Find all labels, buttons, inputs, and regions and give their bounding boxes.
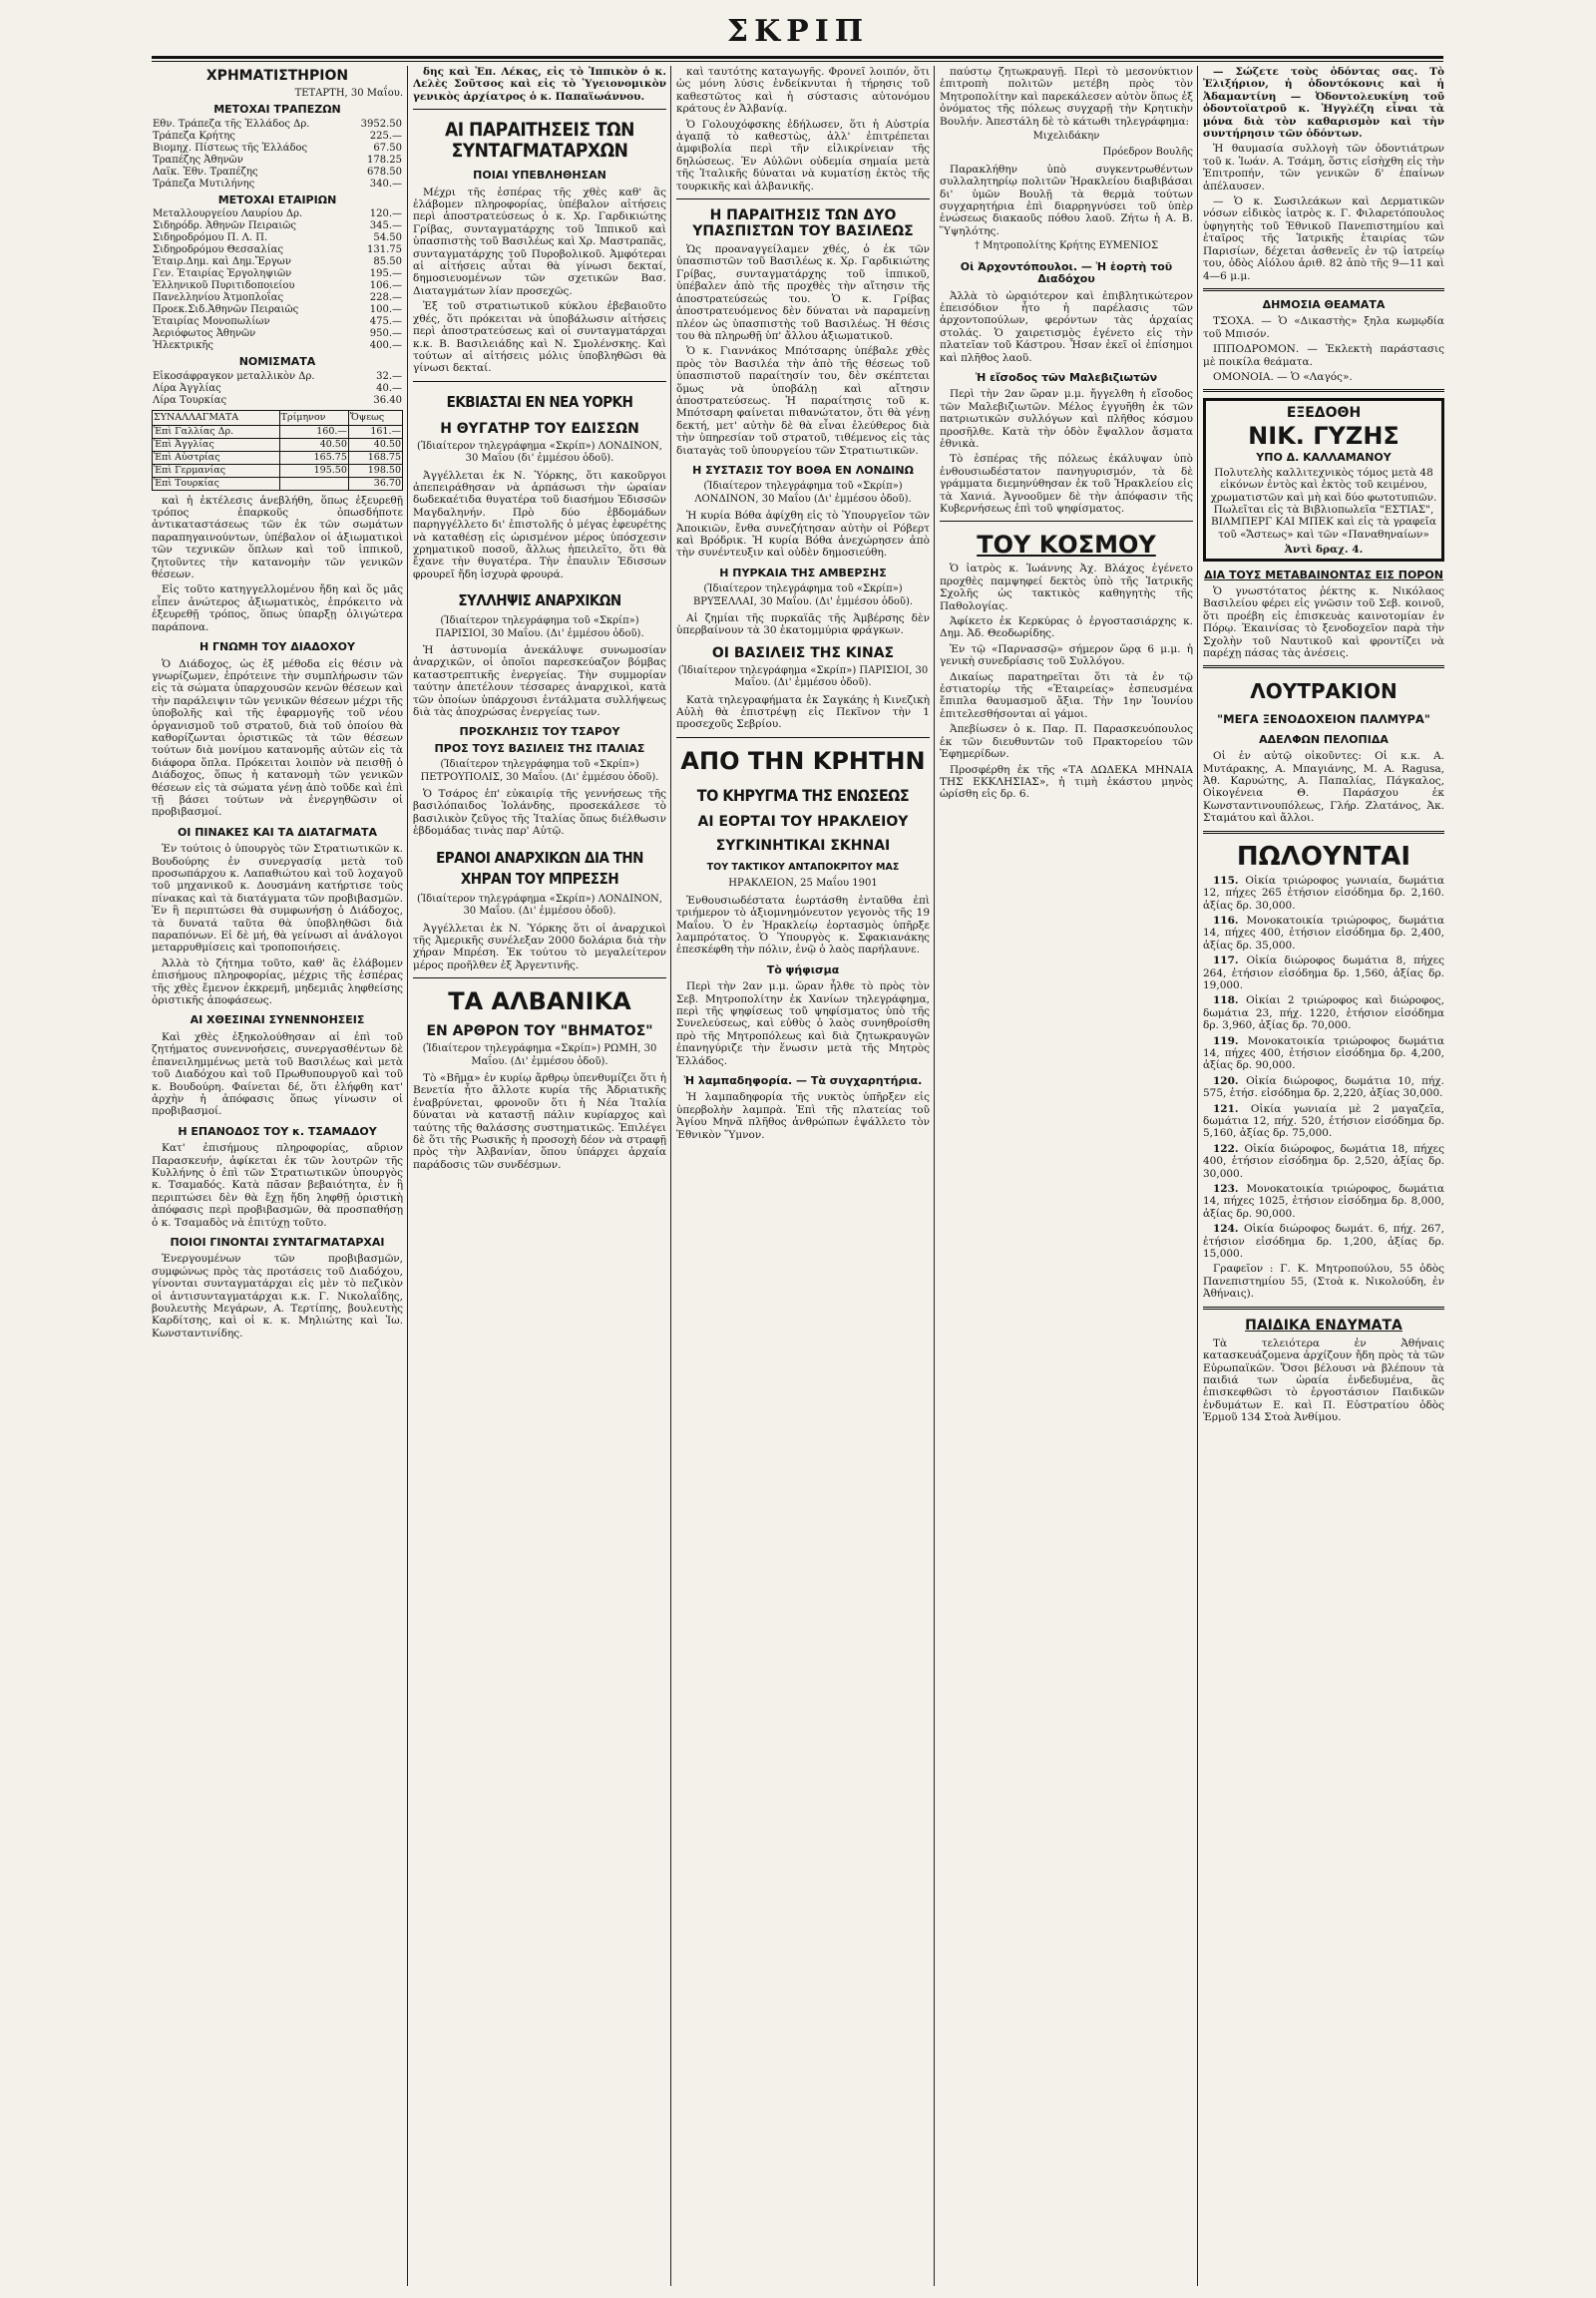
list-item — [1203, 1035, 1444, 1072]
row-label: Βιομηχ. Πίστεως τῆς Ἑλλάδος — [153, 142, 308, 154]
masthead — [0, 14, 1596, 49]
banks-table — [152, 119, 403, 191]
column-divider — [934, 66, 935, 2286]
masthead-rule — [152, 56, 1443, 59]
table-row — [152, 143, 403, 155]
paragraph: Ὁ Διάδοχος, ὡς ἐξ μέθοδα εἰς θέσιν νὰ γνωρίζωμεν, ἐπρότεινε τὴν συμπλήρωσιν τῶν εἰς τὰ σώματα ὑπαρχουσῶν κενῶν θέσεων καὶ τὴν παράλειψιν τῶν γενικῶν θέσεων μέχρι τῆς ὑποβολῆς καὶ τῆς ἐφαρμογῆς τοῦ νέου ὀργανισμοῦ τοῦ στρατοῦ, διὰ τοῦ ὁποίου θὰ καθορίζωνται ὁριστικῶς τὰ τῶν θέσεων τούτων διὰ μονίμου κατανομῆς αὐτῶν εἰς τὰ διάφορα ὅπλα. Πρόκειται λοιπὸν νὰ πεισθῇ ὁ Διάδοχος, ὅπως ἡ κατανομὴ τῶν γενικῶν θέσεων εἰς τὰ σώματα γένῃ ἀπὸ τοῦδε καὶ ἐπὶ τῇ βάσει τούτων νὰ ἐνεργηθῶσιν οἱ προβιβασμοί. — [152, 657, 403, 819]
paragraph: παύστῳ ζητωκραυγῇ. Περὶ τὸ μεσονύκτιον ἐπιτροπὴ πολιτῶν μετέβη πρὸς τὸν Μητροπολίτην καὶ παρεκάλεσεν αὐτὸν ὅπως ἐξ ὀνόματος τῆς πόλεως συγχαρῇ τὴν Κρητικὴν Βουλήν. Ἀπεστάλη δὲ τὸ κάτωθι τηλεγράφημα: — [940, 66, 1193, 128]
paragraph: — Σώζετε τοὺς ὀδόντας σας. Τὸ Ἐλιξήριον, ἡ ὀδοντόκονις καὶ ἡ Ἀδαμαντίνη — Ὀδοντολευκίνη τοῦ ὀδοντοϊατροῦ κ. Ἠγγλέζη εἶναι τὰ μόνα διὰ τὸν καθαρισμὸν καὶ τὴν συντήρησιν τῶν ὀδόντων. — [1203, 66, 1444, 141]
headline: ΠΟΙΟΙ ΓΙΝΟΝΤΑΙ ΣΥΝΤΑΓΜΑΤΑΡΧΑΙ — [170, 1235, 385, 1249]
headline: ΑΙ ΠΑΡΑΙΤΗΣΕΙΣ ΤΩΝ ΣΥΝΤΑΓΜΑΤΑΡΧΩΝ — [445, 119, 634, 163]
fx-cell: 195.50 — [279, 464, 348, 477]
paragraph: Ἡ θαυμασία συλλογὴ τῶν ὀδοντιάτρων τοῦ κ. Ἰωάν. Α. Τσάμη, ὅστις εἰσὴχθη εἰς τὴν Ἐπιτροπήν, τῶν γενικῶν δ' ἐπαίνων ἀπέλαυσεν. — [1203, 143, 1444, 192]
table-row — [152, 316, 403, 328]
table-row — [152, 395, 403, 407]
row-label: Εἰκοσάφραγκον μεταλλικὸν Δρ. — [153, 370, 315, 382]
list-item — [1203, 994, 1444, 1031]
office-address: Γραφεῖον : Γ. Κ. Μητροπούλου, 55 ὁδὸς Πανεπιστημίου 55, (Στοὰ κ. Νικολούδη, ἐν Ἀθήναις). — [1203, 1263, 1444, 1301]
row-label: Εθν. Τράπεζα τῆς Ἑλλάδος Δρ. — [153, 118, 310, 130]
paragraph: Ἡ ἀστυνομία ἀνεκάλυψε συνωμοσίαν ἀναρχικῶν, οἱ ὁποῖοι παρεσκεύαζον βόμβας καταστρεπτικῆς ἐνεργείας. Τὴν συμμορίαν ταύτην ἀπετέλουν τέσσαρες ἀναρχικοὶ, κατὰ τῶν ὁποίων ὑπάρχουσι ἐντάλματα συλλήψεως διὰ τὰς ἀποχρώσας ἐνεργείας των. — [413, 644, 666, 719]
paragraph: καὶ ταυτότης καταγωγῆς. Φρονεῖ λοιπόν, ὅτι ὡς μόνη λύσις ἐνδείκνυται ἡ τήρησις τοῦ καθεστῶτος καὶ ἡ σύστασις αὐτονόμου κράτους ἐν Ἀλβανίᾳ. — [676, 66, 930, 116]
paragraph: Περὶ τὴν 2αν ὥραν μ.μ. ἤγγελθη ἡ εἴσοδος τῶν Μαλεβιζιωτῶν. Μέλος ἐγγυῆθη ἐκ τῶν πατριωτικῶν συλλόγων καὶ πλῆθος κόσμου προσῆλθε. Κατὰ τὴν ὀδὸν ἔψαλλον ἄσματα ἐθνικὰ. — [940, 388, 1193, 450]
table-row — [152, 232, 403, 244]
row-value: 85.50 — [373, 256, 402, 268]
paragraph: δης καὶ Ἐπ. Λέκας, εἰς τὸ Ἱππικὸν ὁ κ. Λελὲς Σοῦτσος καὶ εἰς τὸ Ὑγειονομικὸν γενικὸς ἀρχίατρος ὁ κ. Παπαϊωάννου. — [413, 66, 666, 103]
row-label: Λίρα Ἀγγλίας — [153, 382, 221, 394]
section-title: Τὸ ψήφισμα — [766, 962, 840, 976]
paragraph: Ὁ γνωστότατος ῥέκτης κ. Νικόλαος Βασιλείου φέρει εἰς γνῶσιν τοῦ Σεβ. κοινοῦ, ὅτι προέβη εἰς ἐπισκευὰς καινοτομίαν ἐν Πόρῳ. Ἐκαινίσας τὸ ξενοδοχεῖον παρὰ τὴν Σχολὴν τοῦ Ναυτικοῦ καὶ φροντίζει νὰ παρέχῃ πάσας τὰς ἀνέσεις. — [1203, 585, 1444, 660]
paragraph: Ἀλλὰ τὸ ζήτημα τοῦτο, καθ' ἃς ἐλάβομεν ἐπισήμους πληροφορίας, μέχρις τῆς ἑσπέρας τῆς χθὲς ἔμενον ἐκκρεμῆ, μηδεμιᾶς ληφθείσης ὁριστικῆς ἀποφάσεως. — [152, 957, 403, 1007]
fx-cell: Ἐπὶ Τουρκίας — [153, 477, 280, 490]
headline: Η ΠΥΡΚΑΙΑ ΤΗΣ ΑΜΒΕΡΣΗΣ — [719, 566, 887, 579]
column-divider — [1197, 66, 1198, 2286]
fx-header: Ὄψεως — [348, 410, 402, 425]
row-value: 195.— — [369, 268, 402, 280]
column-2 — [413, 66, 666, 2286]
row-value: 36.40 — [373, 394, 402, 406]
fx-cell: 165.75 — [279, 451, 348, 464]
listing-text: Οἰκία διώροφος δωμάτ. 6, πήχ. 267, ἐτήσιον εἰσόδημα δρ. 1,200, ἀξίας δρ. 15,000. — [1203, 1223, 1444, 1261]
row-value: 67.50 — [373, 142, 402, 154]
divider — [1203, 288, 1444, 291]
fx-table — [152, 410, 403, 491]
dateline: (Ἰδιαίτερον τηλεγράφημα «Σκρίπ») ΛΟΝΔΙΝΟΝ, 30 Μαΐου (δι' ἐμμέσου ὁδοῦ). — [417, 440, 662, 465]
subheadline: ΤΟ ΚΗΡΥΓΜΑ ΤΗΣ ΕΝΩΣΕΩΣ — [696, 785, 910, 805]
paragraph: Ἐν τῷ «Παρνασσῷ» σήμερον ὥρᾳ 6 μ.μ. ἡ γενικὴ συνεδρίασις τοῦ Συλλόγου. — [940, 642, 1193, 668]
table-row — [153, 451, 403, 464]
paragraph: Ἐνθουσιωδέστατα ἑωρτάσθη ἐνταῦθα ἐπὶ τριήμερον τὸ ἀξιομνημόνευτον γεγονὸς τῆς 19 Μαΐου. Ὁ ἐν Ἡρακλείῳ ἐορτασμὸς ὑπῆρξε λαμπρότατος. Ὁ Ὑπουργὸς κ. Σφακιανάκης ἐπεσκέφθη τὴν πόλιν, ἐνῷ ὁ λαὸς παρήλαυνε. — [676, 894, 930, 957]
divider — [413, 977, 666, 978]
row-label: Πανελληνίου Ἀτμοπλοΐας — [153, 292, 284, 304]
listing-text: Μονοκατοικία τριώροφος δωμάτια 14, πήχες 400, ἐτήσιον εἰσόδημα δρ. 4,200, ἀξίας δρ. 90,000. — [1203, 1034, 1444, 1072]
theater-listing: ΙΠΠΟΔΡΟΜΟΝ. — Ἐκλεκτὴ παράστασις μὲ ποικίλα θεάματα. — [1203, 343, 1444, 368]
row-value: 228.— — [369, 292, 402, 304]
byline: ΤΟΥ ΤΑΚΤΙΚΟΥ ΑΝΤΑΠΟΚΡΙΤΟΥ ΜΑΣ — [706, 861, 900, 873]
table-row — [152, 268, 403, 280]
masthead-title: ΣΚΡΙΠ — [726, 14, 870, 49]
table-row — [152, 220, 403, 232]
headline: ΟΙ ΒΑΣΙΛΕΙΣ ΤΗΣ ΚΙΝΑΣ — [711, 644, 895, 661]
section-title: Ἡ λαμπαδηφορία. — Τὰ συγχαρητήρια. — [683, 1073, 923, 1087]
paragraph: Καὶ χθὲς ἐξηκολούθησαν αἱ ἐπὶ τοῦ ζητήματος συνεννοήσεις, συνεργασθέντων δὲ ἐπανειλημμένως μετὰ τοῦ Βασιλέως καὶ μετὰ τοῦ Διαδόχου καὶ τοῦ Πρωθυπουργοῦ καὶ τοῦ κ. Βουδούρη. Φαίνεται δέ, ὅτι ἐλήφθη κατ' ἀρχὴν ἡ ἀπόφασις ὅπως γίνωσιν οἱ προβιβασμοί. — [152, 1030, 403, 1118]
dateline: ΗΡΑΚΛΕΙΟΝ, 25 Μαΐου 1901 — [728, 878, 878, 890]
row-label: Λαϊκ. Ἐθν. Τραπέζης — [153, 166, 258, 178]
divider — [940, 521, 1193, 522]
headline: ΔΙΑ ΤΟΥΣ ΜΕΤΑΒΑΙΝΟΝΤΑΣ ΕΙΣ ΠΟΡΟΝ — [1204, 568, 1443, 581]
paragraph: Ἐν τούτοις ὁ ὑπουργὸς τῶν Στρατιωτικῶν κ. Βουδούρης ἐν συνεργασίᾳ μετὰ τοῦ προσωπάρχου κ. Λαπαθιώτου καὶ τοῦ λοχαγοῦ τοῦ μηχανικοῦ κ. Δουσμάνη κατήρτισε τοὺς πίνακας καὶ τὰ διατάγματα τῶν προβιβασμῶν. Ἐν ἣ περιπτώσει θὰ συμφωνήσῃ ὁ Διάδοχος, τὰ δυνατά ταῦτα θὰ ὑποβληθῶσι διὰ παραπόνων. Εἰ δὲ μή, θὰ γείνωσι αἱ ἀνάλογοι μεταρρυθμίσεις καὶ τροποποιήσεις. — [152, 843, 403, 955]
row-value: 40.— — [376, 382, 402, 394]
page-columns — [152, 66, 1444, 2286]
table-row — [152, 244, 403, 256]
dateline: (Ἰδιαίτερον τηλεγράφημα τοῦ «Σκρίπ») ΠΑΡΙΣΙΟΙ, 30 Μαΐου. (Δι' ἐμμέσου ὁδοῦ). — [435, 615, 644, 639]
row-value: 54.50 — [373, 232, 402, 244]
listing-text: Μονοκατοικία τριώροφος, δωμάτια 14, πήχες 1025, ἐτήσιον εἰσόδημα δρ. 8,000, ἀξίας δρ. 90,000. — [1203, 1183, 1444, 1220]
list-item — [1203, 1223, 1444, 1260]
headline: ΠΑΙΔΙΚΑ ΕΝΔΥΜΑΤΑ — [1245, 1317, 1402, 1334]
dateline: (Ἰδιαίτερον τηλεγράφημα τοῦ «Σκρίπ») ΛΟΝΔΙΝΟΝ, 30 Μαΐου (Δι' ἐμμέσου ὁδοῦ). — [694, 481, 912, 505]
row-label: Σιδηρόδρ. Ἀθηνῶν Πειραιῶς — [153, 220, 297, 232]
divider — [413, 381, 666, 382]
table-row — [153, 464, 403, 477]
row-value: 100.— — [369, 304, 402, 316]
row-value: 950.— — [369, 328, 402, 340]
paragraph: Κατ' ἐπισήμους πληροφορίας, αὔριον Παρασκευήν, ἀφίκεται ἐκ τῶν λουτρῶν τῆς Κυλλήνης ὁ ἐπὶ τῶν Στρατιωτικῶν ὑπουργὸς κ. Τσαμαδός. Κατὰ πᾶσαν βεβαιότητα, ἐν ἣ περιπτώσει δὲν θὰ ἔχῃ ἤδη ληφθῇ ὁριστικὴ ἀπόφασις περὶ προβιβασμῶν, θὰ προσπαθήσῃ ὁ κ. Τσαμαδὸς νὰ ἐπιτύχῃ τοῦτο. — [152, 1142, 403, 1229]
paragraph: καὶ ἡ ἐκτέλεσις ἀνεβλήθη, ὅπως ἐξευρεθῇ τρόπος ἐπαρκοῦς ὁπωσδήποτε ἀντικαταστάσεως τῶν ἐκ τῶν σωμάτων παραπηγαινούντων, ὑπέβαλον οἱ ἀξιωματικοὶ τῶν τεχνικῶν ὅπλων καὶ τοῦ ἱππικοῦ, ζητοῦντες τὴν κατανομὴν τῶν γενικῶν θέσεων. — [152, 494, 403, 581]
row-label: Ἀεριόφωτος Ἀθηνῶν — [153, 328, 256, 340]
subheadline: "ΜΕΓΑ ΞΕΝΟΔΟΧΕΙΟΝ ΠΑΛΜΥΡΑ" — [1217, 712, 1430, 727]
fx-cell: Ἐπὶ Αὐστρίας — [153, 451, 280, 464]
headline: ΕΚΒΙΑΣΤΑΙ ΕΝ ΝΕΑ ΥΟΡΚΗ — [446, 392, 633, 411]
row-value: 340.— — [369, 178, 402, 190]
section-title: Οἱ Ἀρχοντόπουλοι. — Ἡ ἑορτὴ τοῦ Διαδόχου — [960, 259, 1173, 286]
paragraph: Ἡ κυρία Βόθα ἀφίχθη εἰς τὸ Ὑπουργεῖον τῶν Ἀποικιῶν, ἔνθα συνεζήτησαν αὐτὴν οἱ Ρόβερτ καὶ Βρόδρικ. Ἡ κυρία Βόθα ἀνεχώρησεν ἀπὸ τὴν συνέντευξιν καὶ οὐδὲν δημοσιεύθη. — [676, 510, 930, 560]
list-item — [1203, 1143, 1444, 1180]
list-item — [1203, 915, 1444, 952]
fx-cell: 160.— — [279, 425, 348, 438]
listing-text: Οἰκία γωνιαία μὲ 2 μαγαζεῖα, δωμάτια 12, πήχ. 520, ἐτήσιον εἰσόδημα δρ. 5,160, ἀξίας δρ. 75,000. — [1203, 1102, 1444, 1140]
table-row — [152, 383, 403, 395]
subheadline: ΕΝ ΑΡΘΡΟΝ ΤΟΥ "ΒΗΜΑΤΟΣ" — [426, 1023, 653, 1040]
table-row — [152, 119, 403, 131]
table-row — [152, 292, 403, 304]
table-row — [152, 256, 403, 268]
banks-title: ΜΕΤΟΧΑΙ ΤΡΑΠΕΖΩΝ — [213, 103, 341, 117]
paragraph: — Ὁ κ. Σωσιλεάκων καὶ Δερματικῶν νόσων εἰδικὸς ἰατρὸς κ. Γ. Φιλαρετόπουλος ὑφηγητὴς τοῦ Ἐθνικοῦ Πανεπιστημίου καὶ ἑταῖρος τῆς Ἰατρικῆς ἑταιρίας τῶν Παρισίων, δέχεται ἀσθενεῖς ἐν τῷ ἰατρείῳ του, ὁδὸς Αἰόλου ἀριθ. 82 ἀπὸ τῆς 9—11 καὶ 4—6 μ.μ. — [1203, 195, 1444, 282]
column-4 — [940, 66, 1193, 2286]
divider — [676, 198, 930, 199]
table-row — [152, 371, 403, 383]
ad-author: ΥΠΟ Δ. ΚΑΛΛΑΜΑΝΟΥ — [1256, 451, 1392, 465]
ad-price: Ἀντὶ δραχ. 4. — [1284, 544, 1364, 557]
book-advertisement — [1203, 398, 1444, 561]
currency-title: ΝΟΜΙΣΜΑΤΑ — [238, 355, 316, 369]
row-value: 3952.50 — [360, 118, 402, 130]
paragraph: Ὡς προαναγγείλαμεν χθές, ὁ ἐκ τῶν ὑπασπιστῶν τοῦ Βασιλέως κ. Χρ. Γαρδικιώτης Γρίβας, συνταγματάρχης τοῦ ἱππικοῦ, ὑπέβαλεν ἀπὸ τῆς προχθὲς τὴν αἴτησιν τῆς ἀποστρατεύσεώς του. Ὁ κ. Γρίβας ἀποστρατευόμενος δὲν δύναται νὰ παραμείνῃ πλέον ὡς ὑπασπιστὴς τοῦ Βασιλέως. Ἡ θέσις του θὰ πληρωθῇ ὑπ' ἄλλου ἀξιωματικοῦ. — [676, 243, 930, 342]
row-label: Τράπεζα Μυτιλήνης — [153, 178, 255, 190]
listing-number: 117. — [1213, 955, 1247, 967]
row-value: 345.— — [369, 220, 402, 232]
paragraph: Κατὰ τηλεγραφήματα ἐκ Σαγκάης ἡ Κινεζικὴ Αὐλὴ θὰ ἐπιστρέψῃ εἰς Πεκῖνον τὴν 1 προσεχοῦς Σεβρίου. — [676, 693, 930, 731]
table-row — [152, 208, 403, 220]
fx-cell: Ἐπὶ Ἀγγλίας — [153, 438, 280, 451]
subheadline: ΠΡΟΣ ΤΟΥΣ ΒΑΣΙΛΕΙΣ ΤΗΣ ΙΤΑΛΙΑΣ — [434, 741, 645, 755]
paragraph: Ἀγγέλλεται ἐκ Ν. Ὑόρκης, ὅτι κακοῦργοι ἀπεπειράθησαν νὰ ἁρπάσωσι τὴν ὡραίαν δωδεκαέτιδα θυγατέρα τοῦ διασήμου Ἐδισσῶν Μαγδαληνήν. Πρὸ δύο ἑβδομάδων παρηγγέλλετο δι' ἐπιστολῆς ὁ μέγας ἐφευρέτης νὰ καταθέσῃ εἰς ὡρισμένον μέρος ὑπόσχεσιν χρηματικοῦ ποσοῦ, ἄλλως ἠπειλεῖτο, ὅτι θὰ ἔχανε τὴν θυγατέρα. Τὴν ἐπαυλιν Ἐδισσων φρουρεῖ ἤδη ἰσχυρὰ φρουρά. — [413, 469, 666, 580]
headline: ΣΥΛΛΗΨΙΣ ΑΝΑΡΧΙΚΩΝ — [458, 591, 621, 610]
subheadline: ΠΟΙΑΙ ΥΠΕΒΛΗΘΗΣΑΝ — [473, 169, 606, 183]
paragraph: Ὁ Τσάρος ἐπ' εὐκαιρίᾳ τῆς γεννήσεως τῆς βασιλόπαιδος Ἰολάνδης, προσεκάλεσε τὸ βασιλικὸν ζεῦγος τῆς Ἰταλίας ὅπως διέλθωσιν ἑβδομάδας τινὰς παρ' Αὐτῷ. — [413, 788, 666, 838]
dateline: (Ἰδιαίτερον τηλεγράφημα τοῦ «Σκρίπ») ΒΡΥΞΕΛΛΑΙ, 30 Μαΐου. (Δι' ἐμμέσου ὁδοῦ). — [692, 583, 914, 607]
list-item — [1203, 875, 1444, 912]
paragraph: Ἀγγέλλεται ἐκ Ν. Ὑόρκης ὅτι οἱ ἀναρχικοὶ τῆς Ἀμερικῆς συνέλεξαν 2000 δολάρια διὰ τὴν χήραν Μπρέση. Ἐκ τούτου τὸ μεγαλείτερον μέρος προῆλθεν ἐξ Ἀργεντινῆς. — [413, 922, 666, 971]
headline: ΛΟΥΤΡΑΚΙΟΝ — [1250, 679, 1397, 704]
table-row — [153, 438, 403, 451]
headline: ΤΑ ΑΛΒΑΝΙΚΑ — [448, 987, 631, 1016]
subheadline: ΣΥΓΚΙΝΗΤΙΚΑΙ ΣΚΗΝΑΙ — [715, 837, 891, 854]
fx-cell: 161.— — [348, 425, 402, 438]
row-label: Ἑταιρίας Μονοπωλίων — [153, 316, 270, 328]
listing-number: 122. — [1213, 1142, 1245, 1155]
headline: ΠΡΟΣΚΛΗΣΙΣ ΤΟΥ ΤΣΑΡΟΥ — [459, 725, 620, 739]
row-value: 678.50 — [367, 166, 402, 178]
row-label: Ἑλληνικοῦ Πυριτιδοποιείου — [153, 280, 295, 292]
divider — [1203, 831, 1444, 834]
table-row — [153, 477, 403, 490]
row-value: 178.25 — [367, 154, 402, 166]
companies-title: ΜΕΤΟΧΑΙ ΕΤΑΙΡΙΩΝ — [217, 192, 337, 206]
fx-cell: 40.50 — [279, 438, 348, 451]
list-item — [1203, 1103, 1444, 1140]
paragraph: Δικαίως παρατηρεῖται ὅτι τὰ ἐν τῷ ἐστιατορίῳ τῆς «Ἑταιρείας» ἐσπευσμένα ἔπιπλα θαυμασμοῦ ἄξια. Τὴν 1ην Ἰουνίου ἐπιτελεσθήσονται αἱ γάμοι. — [940, 670, 1193, 720]
subheadline: ΑΔΕΛΦΩΝ ΠΕΛΟΠΙΔΑ — [1259, 732, 1389, 746]
paragraph: Ὁ Γολουχόφσκης ἐδήλωσεν, ὅτι ἡ Αὐστρία ἀγαπᾷ τὸ καθεστὼς, ἀλλ' ἐπιτρέπεται ἀμφιβολία περὶ τῆν εἰλικρίνειαν τῆς δηλώσεως. Ἐν Αὐλῶνι οὐδεμία σημαία μετὰ τῆς Ἰταλικῆς δύναται νὰ κυματίσῃ ἐκτὸς τῆς τουρκικῆς καὶ ἀλβανικῆς. — [676, 118, 930, 192]
divider — [1203, 1307, 1444, 1310]
headline: ΟΙ ΠΙΝΑΚΕΣ ΚΑΙ ΤΑ ΔΙΑΤΑΓΜΑΤΑ — [177, 825, 378, 839]
row-label: Γεν. Ἑταιρίας Ἐργοληψιῶν — [153, 268, 292, 280]
fx-cell: Ἐπὶ Γαλλίας Δρ. — [153, 425, 280, 438]
headline: Η ΓΝΩΜΗ ΤΟΥ ΔΙΑΔΟΧΟΥ — [199, 640, 355, 654]
fx-header: Τρίμηνον — [279, 410, 348, 425]
row-label: Προεκ.Σιδ.Ἀθηνῶν Πειραιῶς — [153, 304, 299, 316]
headline: ΑΠΟ ΤΗΝ ΚΡΗΤΗΝ — [680, 746, 926, 775]
dateline: (Ἰδιαίτερον τηλεγράφημα «Σκρίπ») ΡΩΜΗ, 30 Μαΐου. (Δι' ἐμμέσου ὁδοῦ). — [422, 1043, 657, 1067]
row-label: Τράπεζα Κρήτης — [153, 130, 235, 142]
divider — [1203, 665, 1444, 668]
paragraph: Προσφέρθη ἐκ τῆς «ΤΑ ΔΩΔΕΚΑ ΜΗΝΑΙΑ ΤΗΣ ΕΚΚΛΗΣΙΑΣ», ἡ τιμὴ ἑκάστου μηνὸς ὡρίσθη εἰς δρ. 6. — [940, 763, 1193, 801]
dateline: (Ἰδιαίτερον τηλεγράφημα τοῦ «Σκρίπ») ΠΕΤΡΟΥΠΟΛΙΣ, 30 Μαΐου. (Δι' ἐμμέσου ὁδοῦ). — [420, 759, 659, 783]
headline: ΤΟΥ ΚΟΣΜΟΥ — [977, 531, 1156, 560]
divider — [1203, 389, 1444, 392]
paragraph: Τὸ ἑσπέρας τῆς πόλεως ἐκάλυψαν ὑπὸ ἐνθουσιωδέστατον πανηγυρισμόν, τὰ δὲ γράμματα διεμηνύθησαν ἐκ τοῦ Ἡρακλείου εἰς τὰ Χανιά. Ἀγνοοῦμεν δὲ τὴν ἀπόφασιν τῆς Κυβερνήσεως ἐπὶ τοῦ ψηφίσματος. — [940, 453, 1193, 515]
paragraph: Παρακλήθην ὑπὸ συγκεντρωθέντων συλλαλητηρίῳ πολιτῶν Ἡρακλείου διαβιβάσαι δι' ὑμῶν Βουλῇ τὰ θερμὰ τούτων συγχαρητήρια ἐπὶ διαρρηγνύσει τοῦ ὑπὲρ ἑνώσεως διακαοῦς πόθου λαοῦ. Ζήτω ἡ Α. Β. Ὕψηλότης. — [940, 163, 1193, 237]
listing-number: 118. — [1213, 994, 1247, 1007]
table-row — [152, 131, 403, 143]
headline: Η ΣΥΣΤΑΣΙΣ ΤΟΥ ΒΟΘΑ ΕΝ ΛΟΝΔΙΝΩ — [692, 463, 914, 477]
subheadline: ΑΙ ΕΟΡΤΑΙ ΤΟΥ ΗΡΑΚΛΕΙΟΥ — [697, 813, 909, 830]
headline: ΠΩΛΟΥΝΤΑΙ — [1236, 841, 1411, 872]
paragraph: Ἀπεβίωσεν ὁ κ. Παρ. Π. Παρασκευόπουλος ἐκ τῶν διευθυντῶν τοῦ Πρακτορείου τῶν Ἐφημερίδων. — [940, 723, 1193, 761]
divider — [676, 737, 930, 738]
ad-title: ΝΙΚ. ΓΥΖΗΣ — [1248, 422, 1399, 451]
headline: Η ΕΠΑΝΟΔΟΣ ΤΟΥ κ. ΤΣΑΜΑΔΟΥ — [178, 1124, 377, 1138]
headline: ΑΙ ΧΘΕΣΙΝΑΙ ΣΥΝΕΝΝΟΗΣΕΙΣ — [190, 1013, 365, 1027]
column-3 — [676, 66, 930, 2286]
headline: ΕΡΑΝΟΙ ΑΝΑΡΧΙΚΩΝ ΔΙΑ ΤΗΝ ΧΗΡΑΝ ΤΟΥ ΜΠΡΕΣΣΗ — [436, 848, 643, 888]
paragraph: Ἡ λαμπαδηφορία τῆς νυκτὸς ὑπῆρξεν εἰς ὑπερβολὴν λαμπρὰ. Ἐπὶ τῆς πλατείας τοῦ Ἁγίου Μηνᾶ πλῆθος ἀνθρώπων ἐψάλλετο τὸν Ἐθνικὸν Ὕμνον. — [676, 1091, 930, 1141]
headline: Η ΠΑΡΑΙΤΗΣΙΣ ΤΩΝ ΔΥΟ ΥΠΑΣΠΙΣΤΩΝ ΤΟΥ ΒΑΣΙΛΕΩΣ — [692, 207, 914, 240]
subheadline: Η ΘΥΓΑΤΗΡ ΤΟΥ ΕΔΙΣΣΩΝ — [440, 420, 639, 437]
listing-text: Οἰκία διώροφος, δωμάτια 10, πήχ. 575, ἐτήσ. εἰσόδημα δρ. 2,220, ἀξίας 30,000. — [1203, 1074, 1444, 1100]
row-value: 32.— — [376, 370, 402, 382]
paragraph: Ἀφίκετο ἐκ Κερκύρας ὁ ἐργοστασιάρχης κ. Δημ. Ἀδ. Θεοδωρίδης. — [940, 615, 1193, 640]
row-label: Σιδηροδρόμου Θεσσαλίας — [153, 244, 283, 256]
listing-text: Οἰκίαι 2 τριώροφος καὶ διώροφος, δωμάτια 23, πήχ. 1220, ἐτήσιον εἰσόδημα δρ. 3,960, ἀξίας δρ. 70,000. — [1203, 994, 1444, 1032]
row-value: 120.— — [369, 208, 402, 220]
divider — [413, 109, 666, 110]
listing-number: 123. — [1213, 1183, 1247, 1196]
paragraph: Περὶ τὴν 2αν μ.μ. ὥραν ἦλθε τὸ πρὸς τὸν Σεβ. Μητροπολίτην ἐκ Χανίων τηλεγράφημα, περὶ τῆς ψηφίσεως τοῦ ψηφίσματος ὑπὸ τῆς Συνελεύσεως, καὶ εὐθὺς ὁ λαὸς συνηθροίσθη πρὸ τῆς Μητροπόλεως καὶ διὰ ζητωκραυγῶν ἐπανηγύριζε τὴν ἕνωσιν μετὰ τῆς Μητρὸς Ἑλλάδος. — [676, 980, 930, 1067]
masthead-rule-thin — [152, 61, 1443, 62]
list-item — [1203, 955, 1444, 991]
paragraph: Οἱ ἐν αὐτῷ οἰκοῦντες: Οἱ κ.κ. Α. Μυτάρακης, Α. Μπαγιάνης, Μ. Α. Ragusa, Ἀθ. Καρυώτης, Α. Παπαλίας, Πάγκαλος, Οἰκογένεια Θ. Παράσχου ἐκ Κωνσταντινουπόλεως, Γλήρ. Ζλατάνος, Ἀκ. Σταμάτου καὶ ἄλλοι. — [1203, 750, 1444, 825]
headline: ΔΗΜΟΣΙΑ ΘΕΑΜΑΤΑ — [1262, 297, 1386, 311]
signature: † Μητροπολίτης Κρήτης ΕΥΜΕΝΙΟΣ — [974, 240, 1159, 252]
paragraph: Αἱ ζημίαι τῆς πυρκαϊᾶς τῆς Ἀμβέρσης δὲν ὑπερβαίνουν τὰ 30 ἑκατομμύρια φράγκων. — [676, 612, 930, 637]
table-row — [152, 280, 403, 292]
dateline: (Ἰδιαίτερον τηλεγράφημα «Σκρίπ») ΛΟΝΔΙΝΟΝ, 30 Μαΐου. (Δι' ἐμμέσου ὁδοῦ). — [417, 893, 662, 918]
list-item — [1203, 1075, 1444, 1100]
row-label: Τραπέζης Ἀθηνῶν — [153, 154, 243, 166]
exchange-title: ΧΡΗΜΑΤΙΣΤΗΡΙΟΝ — [205, 68, 349, 84]
listing-number: 115. — [1213, 874, 1246, 887]
table-row — [152, 328, 403, 340]
listing-text: Οἰκία τριώροφος γωνιαία, δωμάτια 12, πήχες 265 ἐτήσιον εἰσόδημα δρ. 2,160. ἀξίας δρ. 30,000. — [1203, 874, 1444, 912]
fx-cell: 198.50 — [348, 464, 402, 477]
ad-label: ΕΞΕΔΟΘΗ — [1286, 405, 1362, 422]
row-value: 225.— — [369, 130, 402, 142]
theater-listing: ΤΣΟΧΑ. — Ὁ «Δικαστὴς» ξηλα κωμῳδία τοῦ Μπισόν. — [1203, 315, 1444, 340]
table-row — [152, 167, 403, 179]
fx-header: ΣΥΝΑΛΛΑΓΜΑΤΑ — [153, 410, 280, 425]
row-value: 400.— — [369, 340, 402, 352]
fx-cell: 168.75 — [348, 451, 402, 464]
row-value: 131.75 — [367, 244, 402, 256]
column-1 — [152, 66, 403, 2286]
table-row — [153, 425, 403, 438]
table-row — [152, 179, 403, 191]
listing-text: Οἰκία διώροφος, δωμάτια 18, πήχες 400, ἐτήσιον εἰσόδημα δρ. 2,520, ἀξίας δρ. 30,000. — [1203, 1142, 1444, 1180]
listing-number: 121. — [1213, 1102, 1251, 1115]
dateline: (Ἰδιαίτερον τηλεγράφημα «Σκρίπ») ΠΑΡΙΣΙΟΙ, 30 Μαΐου. (Δι' ἐμμέσου ὁδοῦ). — [677, 664, 929, 689]
paragraph: Τὸ «Βῆμα» ἐν κυρίῳ ἄρθρῳ ὑπενθυμίζει ὅτι ἡ Βενετία ἦτο ἄλλοτε κυρία τῆς Ἀδριατικῆς ἐναβρύνεται, φρονοῦν ὅτι ἡ Νέα Ἰταλία δύναται νὰ καταστῇ πάλιν κυρίαρχος καὶ ταύτης τῆς θαλάσσης συστηματικῶς. Ἐπιλέγει δὲ ὅτι τῆς Ρωσικῆς ἡ προσοχὴ δέον νὰ στραφῇ πρὸς τὴν Ἀλβανίαν, ὅπου ὑπάρχει ἀρχαία παράδοσις τῶν συνδέσμων. — [413, 1071, 666, 1171]
fx-cell: 40.50 — [348, 438, 402, 451]
fx-cell — [279, 477, 348, 490]
fx-cell: Ἐπὶ Γερμανίας — [153, 464, 280, 477]
row-label: Ἠλεκτρικῆς — [153, 340, 213, 352]
row-value: 106.— — [369, 280, 402, 292]
theater-listing: ΟΜΟΝΟΙΑ. — Ὁ «Λαγός». — [1213, 370, 1353, 383]
exchange-date: ΤΕΤΑΡΤΗ, 30 Μαΐου. — [294, 88, 403, 99]
paragraph: Ἐξ τοῦ στρατιωτικοῦ κύκλου ἐβεβαιοῦτο χθές, ὅτι πρόκειται νὰ ὑποβάλωσιν αἰτήσεις περὶ ἀποστρατεύσεως καὶ οἱ συνταγματάρχαι κ.κ. Β. Βασιλειάδης καὶ Ν. Σμολένσκης. Καὶ τούτων αἱ αἰτήσεις μόλις ὑποβληθῶσι θὰ γίνωσι δεκταί. — [413, 300, 666, 375]
companies-table — [152, 208, 403, 352]
listing-text: Μονοκατοικία τριώροφος, δωμάτια 14, πήχες 400, ἐτήσιον εἰσόδημα δρ. 2,400, ἀξίας δρ. 35,000. — [1203, 914, 1444, 952]
column-divider — [670, 66, 671, 2286]
paragraph: Μέχρι τῆς ἑσπέρας τῆς χθὲς καθ' ἃς ἐλάβομεν πληροφορίας, ὑπέβαλον αἰτήσεις περὶ ἀποστρατεύσεως ὁ κ. Χρ. Γαρδικιώτης Γρίβας, συνταγματάρχης τοῦ Ἱππικοῦ καὶ ὑπασπιστὴς τοῦ Βασιλέως καὶ Χρ. Μαστραπᾶς, συνταγματάρχης τοῦ Πυροβολικοῦ. Ἀμφότεραι αἱ αἰτήσεις αὗται θὰ γίνωσι δεκταί, δημοσιευομένων τῶν σχετικῶν Βασ. Διαταγμάτων λίαν προσεχῶς. — [413, 186, 666, 297]
table-row — [152, 304, 403, 316]
fx-cell: 36.70 — [348, 477, 402, 490]
sales-list — [1203, 875, 1444, 1261]
currency-table — [152, 371, 403, 407]
row-label: Μεταλλουργείου Λαυρίου Δρ. — [153, 208, 303, 220]
list-item — [1203, 1183, 1444, 1220]
table-row — [152, 155, 403, 167]
telegram-recipient-rank: Πρόεδρον Βουλῆς — [1102, 147, 1193, 159]
listing-number: 119. — [1213, 1034, 1248, 1047]
section-title: Ἡ εἴσοδος τῶν Μαλεβιζιωτῶν — [975, 370, 1158, 384]
ad-text: Πολυτελὴς καλλιτεχνικὸς τόμος μετὰ 48 εἰκόνων ἐντὸς καὶ ἐκτὸς τοῦ κειμένου, χρωματιστῶν καὶ μὴ καὶ δύο φωτοτυπιῶν. Πωλεῖται εἰς τὰ Βιβλιοπωλεῖα "ΕΣΤΙΑΣ", ΒΙΛΜΠΕΡΓ ΚΑΙ ΜΠΕΚ καὶ εἰς τὰ γραφεῖα τοῦ «Ἄστεως» καὶ τῶν «Παναθηναίων» — [1210, 466, 1437, 541]
row-label: Ἑταιρ.Δημ. καὶ Δημ.Ἔργων — [153, 256, 291, 268]
column-5 — [1203, 66, 1444, 2286]
column-divider — [407, 66, 408, 2286]
listing-number: 116. — [1213, 914, 1247, 927]
paragraph: Εἰς τοῦτο κατηγγελλομένου ἤδη καὶ ὅς μᾶς εἶπεν ἀνώτερος ἀξιωματικὸς, ἐπρόκειτο νὰ ἐξευρεθῇ τρόπος, ὅπως ὑπαρξῃ ὀλιγώτερα παράπονα. — [152, 583, 403, 633]
listing-text: Οἰκία διώροφος δωμάτια 8, πήχες 264, ἐτήσιον εἰσόδημα δρ. 1,560, ἀξίας δρ. 19,000. — [1203, 955, 1444, 991]
row-label: Λίρα Τουρκίας — [153, 394, 227, 406]
paragraph: Ἀλλὰ τὸ ὡραιότερον καὶ ἐπιβλητικώτερον ἐπεισόδιον ἦτο ἡ παρέλασις τῶν ἀρχοντοπούλων, φερόντων τὰς ἀρχαίας στολάς. Ὁ χαιρετισμὸς ἐγένετο εἰς τὴν πλατεῖαν τοῦ Κάστρου. Ἦσαν ἐκεῖ οἱ ἐπίσημοι καὶ πλῆθος λαοῦ. — [940, 289, 1193, 364]
telegram-recipient: Μιχελιδάκην — [1032, 131, 1100, 143]
paragraph: Ἐνεργουμένων τῶν προβιβασμῶν, συμφώνως πρὸς τὰς προτάσεις τοῦ Διαδόχου, γίνονται συνταγματάρχαι εἰς μὲν τὸ πεζικὸν οἱ ἀντισυνταγματάρχαι κ.κ. Γ. Νικολαΐδης, βουλευτὴς Μεγάρων, Α. Τερτίπης, βουλευτὴς Καρδίτσης, καὶ οἱ κ. κ. Μηλιώτης καὶ Ἰω. Κωνσταντινίδης. — [152, 1253, 403, 1340]
paragraph: Ὁ ἰατρὸς κ. Ἰωάννης Ἀχ. Βλάχος ἐγένετο προχθὲς παμψηφεί δεκτὸς ὑπὸ τῆς Ἰατρικῆς Σχολῆς ὡς τακτικὸς καθηγητὴς τῆς Παθολογίας. — [940, 563, 1193, 612]
listing-number: 124. — [1213, 1223, 1244, 1236]
table-row — [152, 340, 403, 352]
paragraph: Ὁ κ. Γιαννάκος Μπότσαρης ὑπέβαλε χθὲς πρὸς τὸν Βασιλέα τὴν ἀπὸ τῆς θέσεως τοῦ ὑπασπιστοῦ παραίτησίν του, δὲν σκέπτεται ὅμως νὰ ὑποβάλῃ καὶ αἴτησιν ἀποστρατεύσεως. Ἡ παραίτησις τοῦ κ. Μπότσαρη φαίνεται πιθανώτατον, ὅτι θὰ γένῃ δεκτή, μετ' αὐτὴν δὲ θὰ εἶναι ἐλεύθερος διὰ τὴν ὑπηρεσίαν τοῦ στρατοῦ, τιθέμενος εἰς τὰς διαταγὰς τοῦ ὑπουργείου τῶν Στρατιωτικῶν. — [676, 345, 930, 457]
paragraph: Τὰ τελειότερα ἐν Ἀθήναις κατασκευάζομενα ἀρχίζουν ἤδη πρὸς τὰ τῶν Εὐρωπαϊκῶν. Ὅσοι βέλουσι νὰ βλέπουν τὰ παιδιά των ὡραία ἐνδεδυμένα, ἂς ἐπισκεφθῶσι τὸ ἐργοστάσιον Παιδικῶν ἐνδυμάτων Ε. καὶ Π. Εὐστρατίου ὁδὸς Ἑρμοῦ 134 Στοὰ Ἀνθίμου. — [1203, 1337, 1444, 1424]
listing-number: 120. — [1213, 1074, 1247, 1087]
row-value: 475.— — [369, 316, 402, 328]
row-label: Σιδηροδρόμου Π. Λ. Π. — [153, 232, 268, 244]
